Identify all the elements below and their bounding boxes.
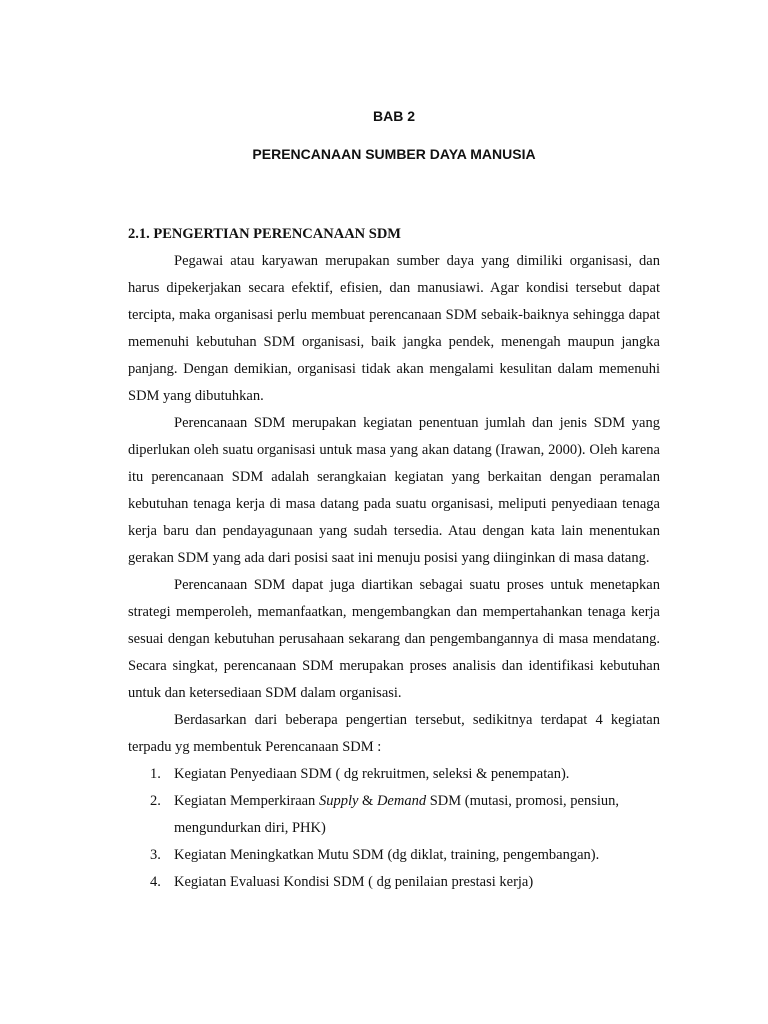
list-item-number: 3. (150, 847, 161, 863)
list-item (128, 869, 660, 896)
list-item (128, 761, 660, 788)
list-item-text: Kegiatan Meningkatkan Mutu SDM (dg diklat, training, pengembangan). (174, 847, 600, 863)
list-item-number: 2. (150, 793, 161, 809)
list-item-text: Kegiatan Penyediaan SDM ( dg rekruitmen, seleksi & penempatan). (174, 766, 570, 782)
list-item-text-start: Kegiatan Memperkiraan (174, 793, 319, 809)
list-item-number: 1. (150, 766, 161, 782)
list-item-text-end: SDM (mutasi, promosi, pensiun, mengundurkan diri, PHK) (174, 793, 620, 836)
list-item (128, 788, 660, 842)
chapter-label: BAB 2 (372, 108, 415, 124)
activity-list (128, 761, 660, 896)
paragraph-3: Perencanaan SDM dapat juga diartikan sebagai suatu proses untuk menetapkan strategi memperoleh, memanfaatkan, mengembangkan dan mempertahankan tenaga kerja sesuai dengan kebutuhan perusahaan sekarang dan pengembangannya di masa mendatang. Secara singkat, perencanaan SDM merupakan proses analisis dan identifikasi kebutuhan untuk dan ketersediaan SDM dalam organisasi. (128, 577, 660, 701)
list-item-ampersand: & (358, 793, 377, 809)
paragraph-4: Berdasarkan dari beberapa pengertian tersebut, sedikitnya terdapat 4 kegiatan terpadu yg membentuk Perencanaan SDM : (128, 712, 660, 755)
chapter-title: PERENCANAAN SUMBER DAYA MANUSIA (252, 146, 536, 162)
list-item-number: 4. (150, 874, 161, 890)
body-text (128, 248, 660, 896)
list-item (128, 842, 660, 869)
paragraph-1: Pegawai atau karyawan merupakan sumber daya yang dimiliki organisasi, dan harus dipekerjakan secara efektif, efisien, dan manusiawi. Agar kondisi tersebut dapat tercipta, maka organisasi perlu membuat perencanaan SDM sebaik-baiknya sehingga dapat memenuhi kebutuhan SDM organisasi, baik jangka pendek, menengah maupun jangka panjang. Dengan demikian, organisasi tidak akan mengalami kesulitan dalam memenuhi SDM yang dibutuhkan. (128, 253, 660, 404)
list-item-demand: Demand (376, 793, 427, 809)
paragraph-2: Perencanaan SDM merupakan kegiatan penentuan jumlah dan jenis SDM yang diperlukan oleh suatu organisasi untuk masa yang akan datang (Irawan, 2000). Oleh karena itu perencanaan SDM adalah serangkaian kegiatan yang berkaitan dengan peramalan kebutuhan tenaga kerja di masa datang pada suatu organisasi, meliputi penyediaan tenaga kerja baru dan pendayagunaan yang sudah tersedia. Atau dengan kata lain menentukan gerakan SDM yang ada dari posisi saat ini menuju posisi yang diinginkan di masa datang. (128, 415, 660, 566)
section-heading: 2.1. PENGERTIAN PERENCANAAN SDM (128, 226, 401, 242)
list-item-text: Kegiatan Evaluasi Kondisi SDM ( dg penilaian prestasi kerja) (174, 874, 534, 890)
list-item-supply: Supply (318, 793, 359, 809)
document-page (128, 0, 660, 1024)
